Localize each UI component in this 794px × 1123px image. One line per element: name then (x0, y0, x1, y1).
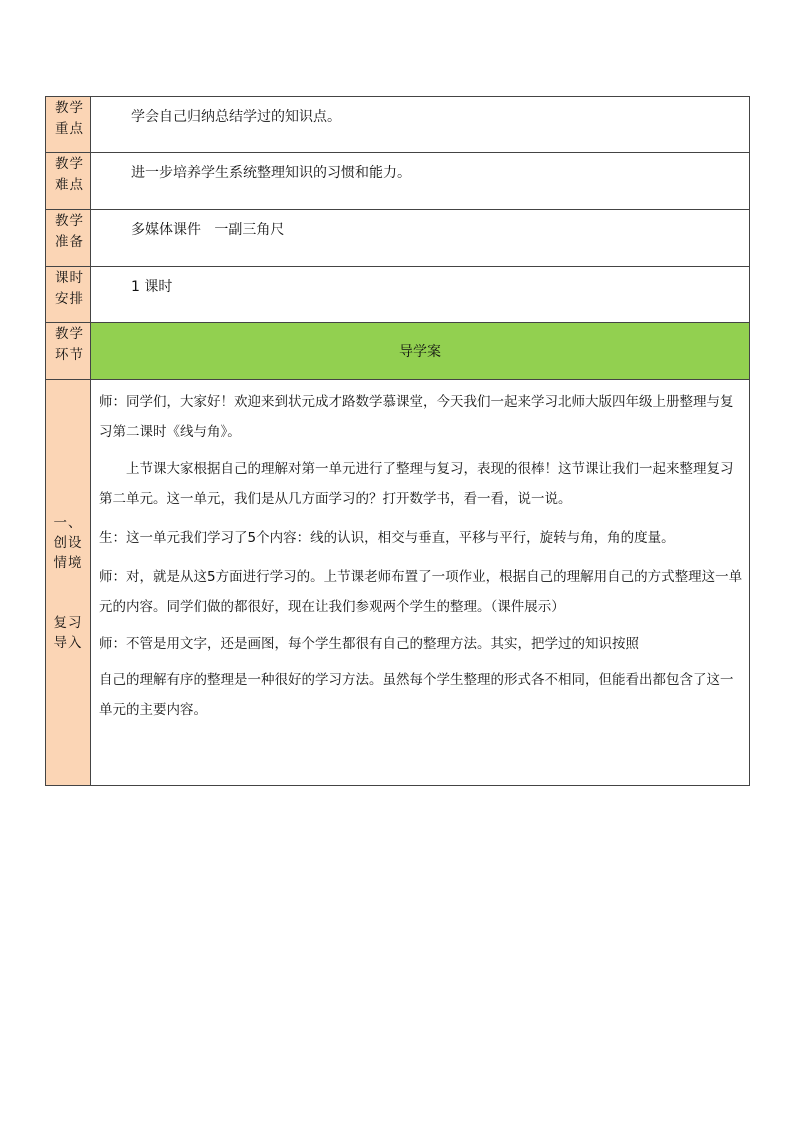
section-label (46, 380, 91, 786)
row-content-schedule: 1 课时 (131, 279, 173, 295)
lesson-plan-table (45, 96, 750, 786)
paragraph: 师：对，就是从这5方面进行学习的。上节课老师布置了一项作业，根据自己的理解用自己的方式整理这一单元的内容。同学们做的都很好，现在让我们参观两个学生的整理。（课件展示） (99, 569, 743, 615)
paragraph: 师：同学们，大家好！欢迎来到状元成才路数学慕课堂，今天我们一起来学习北师大版四年级上册整理与复习第二课时《线与角》。 (99, 394, 734, 440)
section-body (91, 380, 749, 725)
paragraph: 师：不管是用文字，还是画图，每个学生都很有自己的整理方法。其实，把学过的知识按照 (99, 636, 639, 652)
header-guided-plan: 导学案 (91, 323, 750, 380)
row-label-difficulties: 教学难点 (46, 153, 91, 210)
table-row (46, 97, 750, 153)
table-row (46, 267, 750, 323)
paragraph: 上节课大家根据自己的理解对第一单元进行了整理与复习，表现的很棒！这节课让我们一起来整理复习第二单元。这一单元，我们是从几方面学习的？打开数学书，看一看，说一说。 (99, 461, 734, 507)
row-label-schedule: 课时安排 (46, 267, 91, 323)
row-label-section: 教学环节 (46, 323, 91, 380)
row-content-key-points: 学会自己归纳总结学过的知识点。 (131, 109, 341, 125)
row-content-difficulties: 进一步培养学生系统整理知识的习惯和能力。 (131, 165, 411, 181)
table-row (46, 153, 750, 210)
paragraph: 自己的理解有序的整理是一种很好的学习方法。虽然每个学生整理的形式各不相同，但能看出都包含了这一单元的主要内容。 (99, 672, 734, 718)
row-label-preparation: 教学准备 (46, 210, 91, 267)
row-content-preparation: 多媒体课件 一副三角尺 (131, 222, 285, 238)
table-row (46, 210, 750, 267)
section-label-bottom: 复习导入 (53, 614, 83, 651)
row-label-key-points: 教学重点 (46, 97, 91, 153)
paragraph: 生：这一单元我们学习了5个内容：线的认识，相交与垂直，平移与平行，旋转与角，角的度量。 (99, 530, 675, 546)
table-row (46, 323, 750, 380)
section-label-top: 一、创设情境 (53, 514, 83, 571)
table-row (46, 380, 750, 786)
